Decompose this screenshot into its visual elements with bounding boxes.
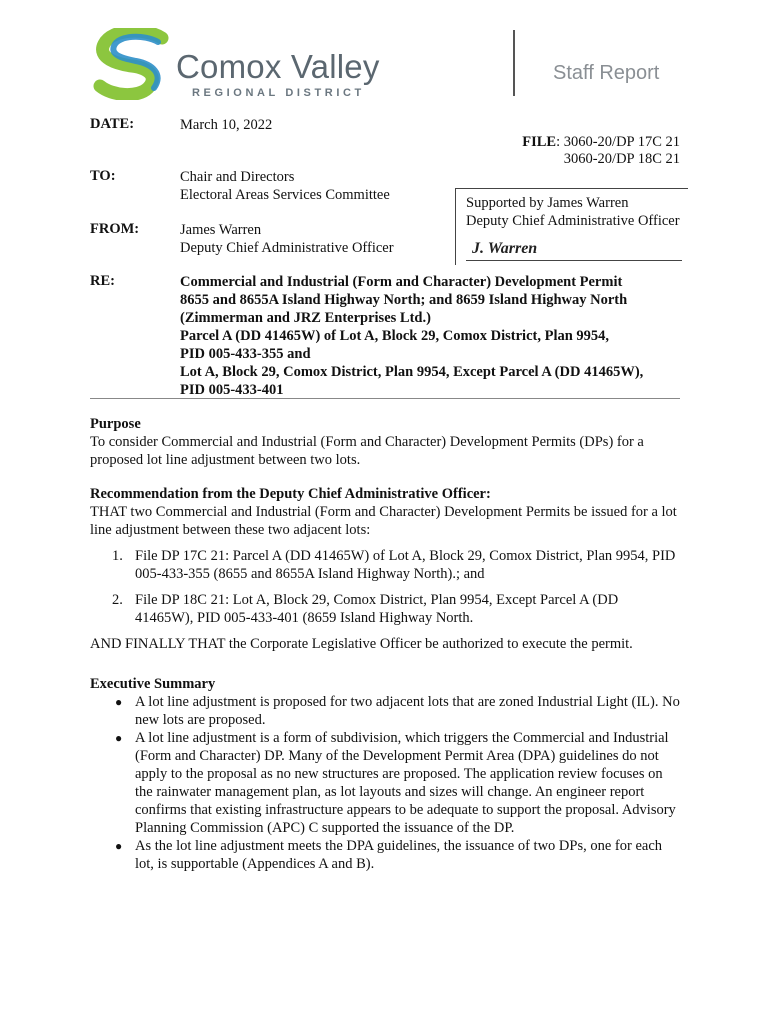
signature-line — [466, 260, 682, 261]
date-label: DATE: — [90, 116, 135, 132]
list-item-text: As the lot line adjustment meets the DPA guidelines, the issuance of two DPs, one for each lot, is supportable (Appendices A and B). — [135, 838, 663, 872]
re-line: 8655 and 8655A Island Highway North; and 8659 Island Highway North — [180, 292, 628, 308]
re-line: Commercial and Industrial (Form and Character) Development Permit — [180, 274, 623, 290]
from-label: FROM: — [90, 221, 140, 237]
bullet-icon: ● — [115, 839, 123, 853]
file-reference — [522, 134, 680, 168]
recommendation-intro: THAT two Commercial and Industrial (Form and Character) Development Permits be issued for a lot line adjustment between these two adjacent lots: — [90, 504, 677, 538]
executive-summary-section — [90, 675, 680, 873]
to-label: TO: — [90, 168, 116, 184]
list-item-text: File DP 17C 21: Parcel A (DD 41465W) of Lot A, Block 29, Comox District, Plan 9954, PID 005-433-355 (8655 and 8655A Island Highway North).; and — [135, 548, 676, 582]
re-line: (Zimmerman and JRZ Enterprises Ltd.) — [180, 310, 431, 326]
purpose-heading: Purpose — [90, 416, 141, 432]
list-item-text: File DP 18C 21: Lot A, Block 29, Comox District, Plan 9954, Except Parcel A (DD 41465W), PID 005-433-401 (8659 Island Highway North. — [135, 592, 619, 626]
purpose-section — [90, 415, 680, 469]
bullet-icon: ● — [115, 695, 123, 709]
list-item — [90, 729, 680, 837]
recommendation-section — [90, 485, 680, 653]
list-item — [90, 547, 680, 583]
list-item-number: 2. — [112, 592, 123, 608]
re-subject — [180, 273, 643, 399]
document-type: Staff Report — [553, 62, 660, 84]
list-item-text: A lot line adjustment is a form of subdivision, which triggers the Commercial and Industrial (Form and Character) DP. Many of the Development Permit Area (DPA) guidelines do not apply to the proposal as no new structures are proposed. The application review focuses on the rainwater management plan, as lot layouts and sizes will change. An engineer report confirms that existing infrastructure appears to be adequate to support the proposal. Advisory Planning Commission (APC) C supported the issuance of the DP. — [135, 730, 676, 836]
date-value: March 10, 2022 — [180, 117, 273, 133]
recommendation-heading: Recommendation from the Deputy Chief Administrative Officer: — [90, 486, 491, 502]
list-item-number: 1. — [112, 548, 123, 564]
re-line: Parcel A (DD 41465W) of Lot A, Block 29, Comox District, Plan 9954, — [180, 328, 610, 344]
support-text — [466, 194, 680, 230]
from-sender — [180, 221, 394, 257]
file-line-2: 3060-20/DP 18C 21 — [563, 151, 680, 167]
recommendation-list — [90, 547, 680, 627]
to-line-1: Chair and Directors — [180, 169, 295, 185]
file-line-1: : 3060-20/DP 17C 21 — [556, 134, 680, 150]
from-line-1: James Warren — [180, 222, 262, 238]
support-line-2: Deputy Chief Administrative Officer — [466, 213, 680, 229]
recommendation-finally: AND FINALLY THAT the Corporate Legislative Officer be authorized to execute the permit. — [90, 636, 633, 652]
re-label: RE: — [90, 273, 115, 289]
list-item-text: A lot line adjustment is proposed for two adjacent lots that are zoned Industrial Light (IL). No new lots are proposed. — [135, 694, 680, 728]
regional-district-logo-icon — [92, 28, 174, 100]
org-name: Comox Valley — [176, 48, 380, 85]
to-recipient — [180, 168, 390, 204]
section-divider — [90, 398, 680, 399]
summary-heading: Executive Summary — [90, 676, 216, 692]
re-line: Lot A, Block 29, Comox District, Plan 9954, Except Parcel A (DD 41465W), — [180, 364, 644, 380]
summary-list — [90, 693, 680, 873]
from-line-2: Deputy Chief Administrative Officer — [180, 240, 394, 256]
list-item — [90, 693, 680, 729]
support-line-1: Supported by James Warren — [466, 195, 629, 211]
purpose-text: To consider Commercial and Industrial (Form and Character) Development Permits (DPs) for a proposed lot line adjustment between two lots. — [90, 434, 644, 468]
list-item — [90, 837, 680, 873]
org-subtitle: REGIONAL DISTRICT — [192, 87, 365, 99]
file-label: FILE — [522, 134, 557, 150]
header-divider — [513, 30, 515, 96]
signature: J. Warren — [472, 240, 538, 257]
to-line-2: Electoral Areas Services Committee — [180, 187, 390, 203]
list-item — [90, 591, 680, 627]
bullet-icon: ● — [115, 731, 123, 745]
re-line: PID 005-433-401 — [180, 382, 284, 398]
re-line: PID 005-433-355 and — [180, 346, 311, 362]
